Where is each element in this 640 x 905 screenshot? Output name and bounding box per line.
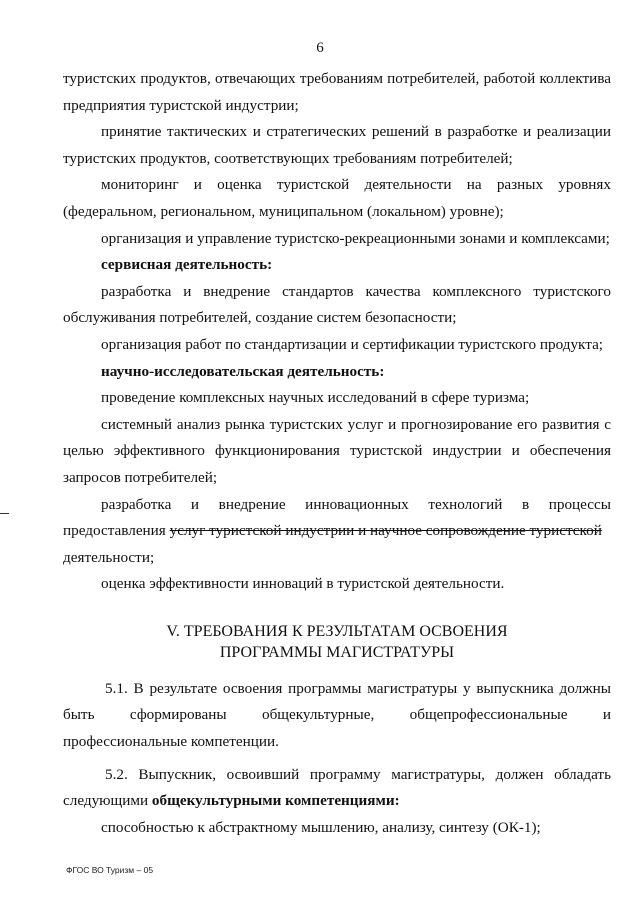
section-title-line1: V. ТРЕБОВАНИЯ К РЕЗУЛЬТАТАМ ОСВОЕНИЯ [166, 622, 508, 640]
section-heading [63, 621, 611, 663]
footer-label: ФГОС ВО Туризм – 05 [66, 865, 154, 875]
subheading-service: сервисная деятельность: [101, 256, 273, 274]
page-number: 6 [316, 40, 324, 56]
text-line: разработка и внедрение инновационных технологий в процессы [101, 495, 611, 513]
margin-mark [0, 513, 9, 514]
section-title-line2: ПРОГРАММЫ МАГИСТРАТУРЫ [219, 643, 455, 661]
paragraph-5-2 [63, 762, 611, 815]
text-span: 5.2. Выпускник, освоивший программу магистратуры, должен обладать следующими [63, 765, 611, 810]
text-line: принятие тактических и стратегических решений в разработке и реализации туристских продуктов, соответствующих требованиям потребителей; [63, 123, 611, 167]
document-body [63, 66, 611, 841]
text-line-struck [63, 518, 611, 545]
text-line: разработка и внедрение стандартов качества комплексного туристского обслуживания потребителей, создание систем безопасности; [63, 282, 611, 327]
bold-term: общекультурными компетенциями: [151, 792, 400, 810]
subheading-research: научно-исследовательская деятельность: [101, 362, 385, 380]
text-line: проведение комплексных научных исследований в сфере туризма; [101, 389, 530, 407]
text-line: оценка эффективности инноваций в туристской деятельности. [101, 575, 505, 593]
struck-text: услуг туристской индустрии и научное сопровождение туристской [169, 522, 602, 540]
paragraph-5-1: 5.1. В результате освоения программы магистратуры у выпускника должны быть сформированы общекультурные, общепрофессиональные и профессиональные компетенции. [63, 679, 611, 751]
competence-ok1: способностью к абстрактному мышлению, анализу, синтезу (ОК-1); [101, 818, 541, 836]
text-line: организация и управление туристско-рекреационными зонами и комплексами; [101, 229, 610, 247]
text-span: предоставления [63, 522, 166, 540]
text-line: мониторинг и оценка туристской деятельности на разных уровнях (федеральном, региональном, муниципальном (локальном) уровне); [63, 176, 611, 220]
text-line: туристских продуктов, отвечающих требованиям потребителей, работой коллектива предприятия туристской индустрии; [63, 70, 611, 114]
text-line: деятельности; [63, 548, 155, 566]
text-line: организация работ по стандартизации и сертификации туристского продукта; [101, 335, 604, 353]
text-line: системный анализ рынка туристских услуг и прогнозирование его развития с целью эффективного функционирования туристской индустрии и обеспечения запросов потребителей; [63, 415, 611, 486]
